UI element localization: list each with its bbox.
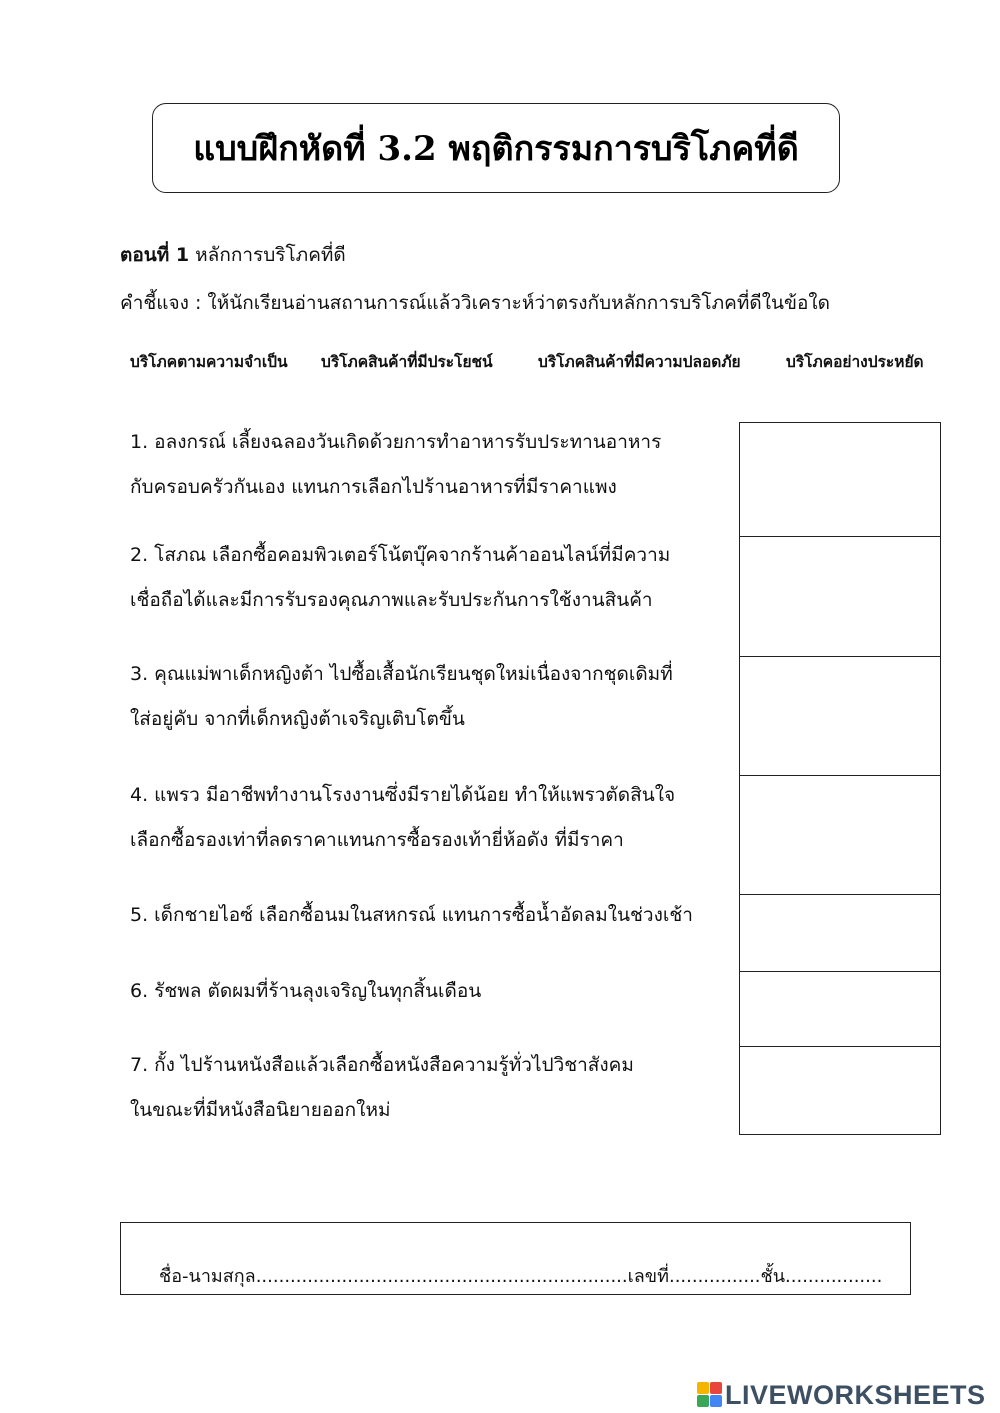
question-2	[130, 533, 670, 623]
title-box	[152, 103, 840, 193]
liveworksheets-logo-icon	[697, 1382, 723, 1408]
question-4-line-1: 4. แพรว มีอาชีพทำงานโรงงานซึ่งมีรายได้น้อย ทำให้แพรวตัดสินใจ	[130, 784, 676, 806]
choice-1: บริโภคตามความจำเป็น	[130, 353, 288, 371]
question-1-line-2: กับครอบครัวกันเอง แทนการเลือกไปร้านอาหารที่มีราคาแพง	[130, 476, 617, 498]
question-7-line-2: ในขณะที่มีหนังสือนิยายออกใหม่	[130, 1099, 391, 1121]
question-4-line-2: เลือกซื้อรองเท่าที่ลดราคาแทนการซื้อรองเท้ายี่ห้อดัง ที่มีราคา	[130, 829, 624, 851]
answer-box-6[interactable]	[740, 971, 940, 1046]
watermark	[697, 1378, 986, 1412]
question-5	[130, 893, 693, 938]
question-6	[130, 969, 481, 1014]
watermark-text: LIVEWORKSHEETS	[725, 1379, 986, 1410]
question-2-line-2: เชื่อถือได้และมีการรับรองคุณภาพและรับประกันการใช้งานสินค้า	[130, 589, 653, 611]
section-heading	[120, 240, 346, 270]
page-title: แบบฝึกหัดที่ 3.2 พฤติกรรมการบริโภคที่ดี	[193, 129, 799, 169]
choice-4: บริโภคอย่างประหยัด	[786, 353, 924, 371]
question-3	[130, 652, 673, 742]
answer-box-3[interactable]	[740, 656, 940, 775]
question-2-line-1: 2. โสภณ เลือกซื้อคอมพิวเตอร์โน้ตบุ๊คจากร้านค้าออนไลน์ที่มีความ	[130, 544, 671, 566]
question-5-line-1: 5. เด็กชายไอซ์ เลือกซื้อนมในสหกรณ์ แทนการซื้อน้ำอัดลมในช่วงเช้า	[130, 904, 693, 926]
question-3-line-2: ใส่อยู่คับ จากที่เด็กหญิงต้าเจริญเติบโตขึ้น	[130, 708, 465, 730]
answer-box-4[interactable]	[740, 775, 940, 894]
section-name: หลักการบริโภคที่ดี	[195, 244, 346, 266]
question-7-line-1: 7. กั้ง ไปร้านหนังสือแล้วเลือกซื้อหนังสือความรู้ทั่วไปวิชาสังคม	[130, 1054, 634, 1076]
question-3-line-1: 3. คุณแม่พาเด็กหญิงต้า ไปซื้อเสื้อนักเรียนชุดใหม่เนื่องจากชุดเดิมที่	[130, 663, 673, 685]
answer-box-5[interactable]	[740, 894, 940, 971]
instruction: คำชี้แจง : ให้นักเรียนอ่านสถานการณ์แล้ววิเคราะห์ว่าตรงกับหลักการบริโภคที่ดีในข้อใด	[120, 292, 831, 314]
student-info-line: ชื่อ-นามสกุล.................................................................เลขที่................ชั้น.................	[159, 1266, 883, 1287]
choice-2: บริโภคสินค้าที่มีประโยชน์	[321, 353, 493, 371]
answer-box-7[interactable]	[740, 1046, 940, 1136]
choice-3: บริโภคสินค้าที่มีความปลอดภัย	[538, 353, 741, 371]
question-1	[130, 420, 661, 510]
question-6-line-1: 6. รัชพล ตัดผมที่ร้านลุงเจริญในทุกสิ้นเดือน	[130, 980, 482, 1002]
question-4	[130, 773, 675, 863]
answer-column	[739, 422, 941, 1135]
question-7	[130, 1043, 634, 1133]
answer-box-1[interactable]	[740, 423, 940, 536]
answer-box-2[interactable]	[740, 536, 940, 656]
section-label: ตอนที่ 1	[120, 244, 190, 266]
question-1-line-1: 1. อลงกรณ์ เลี้ยงฉลองวันเกิดด้วยการทำอาหารรับประทานอาหาร	[130, 431, 662, 453]
student-info-box	[120, 1222, 911, 1295]
